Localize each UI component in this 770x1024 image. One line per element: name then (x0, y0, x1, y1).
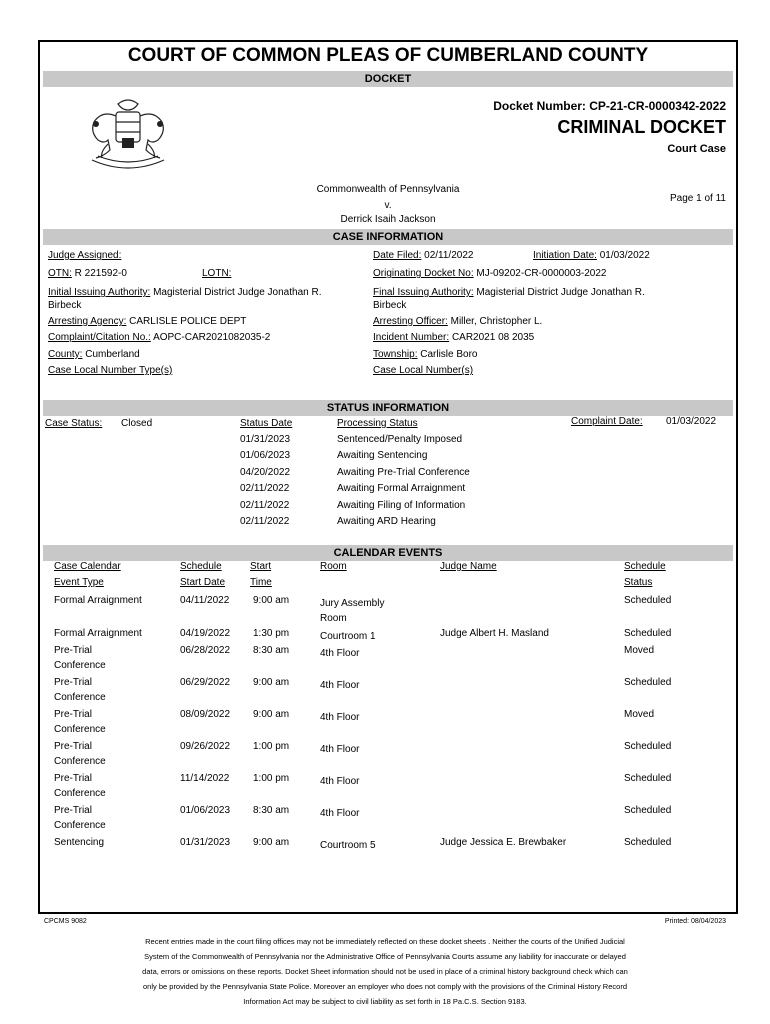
calendar-cell-room2: Room (320, 613, 347, 624)
printed-date: Printed: 08/04/2023 (664, 918, 726, 925)
incident-number: Incident Number: CAR2021 08 2035 (373, 332, 535, 343)
calendar-cell-date: 06/28/2022 (180, 645, 231, 656)
calendar-cell-time: 8:30 am (253, 645, 290, 656)
calendar-cell-status: Scheduled (624, 628, 672, 639)
schedule-status-header-1: Schedule (624, 561, 666, 572)
start-time-header-2: Time (250, 577, 272, 588)
final-issuing-authority-cont: Birbeck (373, 300, 407, 311)
calendar-cell-type2: Conference (54, 756, 106, 767)
case-information-bar: CASE INFORMATION (43, 229, 733, 245)
calendar-cell-status: Scheduled (624, 595, 672, 606)
disclaimer-line: Recent entries made in the court filing offices may not be immediately reflected on these docket sheets . Neither the courts of the Unified Judicial (145, 937, 625, 946)
calendar-cell-type1: Pre-Trial (54, 645, 92, 656)
calendar-cell-time: 8:30 am (253, 805, 290, 816)
calendar-cell-type2: Conference (54, 788, 106, 799)
disclaimer-line: only be provided by the Pennsylvania State Police. Moreover an employer who does not comply with the provisions of the Criminal History Record (143, 982, 627, 991)
calendar-cell-room1: 4th Floor (320, 712, 360, 723)
processing-status-header: Processing Status (337, 418, 418, 429)
caption-defendant: Derrick Isaih Jackson (340, 214, 436, 225)
date-filed: Date Filed: 02/11/2022 (373, 250, 474, 261)
initial-issuing-authority: Initial Issuing Authority: Magisterial District Judge Jonathan R. (48, 287, 322, 298)
lotn-label: LOTN: (202, 268, 232, 279)
calendar-cell-type1: Pre-Trial (54, 773, 92, 784)
complaint-date-value: 01/03/2022 (666, 416, 717, 427)
calendar-cell-time: 9:00 am (253, 837, 290, 848)
calendar-cell-type2: Conference (54, 692, 106, 703)
initial-issuing-authority-cont: Birbeck (48, 300, 82, 311)
calendar-cell-date: 08/09/2022 (180, 709, 231, 720)
calendar-cell-status: Scheduled (624, 805, 672, 816)
status-information-bar: STATUS INFORMATION (43, 400, 733, 416)
case-status-label: Case Status: (45, 418, 103, 429)
caption-plaintiff: Commonwealth of Pennsylvania (316, 184, 460, 195)
calendar-cell-date: 06/29/2022 (180, 677, 231, 688)
docket-bar: DOCKET (43, 71, 733, 87)
start-date-header-2: Start Date (180, 577, 226, 588)
arresting-agency: Arresting Agency: CARLISLE POLICE DEPT (48, 316, 247, 327)
calendar-cell-room1: 4th Floor (320, 744, 360, 755)
case-local-number-type: Case Local Number Type(s) (48, 365, 173, 376)
calendar-cell-time: 1:00 pm (253, 741, 290, 752)
pennsylvania-seal-icon (78, 94, 178, 174)
status-date-header: Status Date (240, 418, 293, 429)
complaint-citation: Complaint/Citation No.: AOPC-CAR2021082035-2 (48, 332, 271, 343)
calendar-cell-status: Scheduled (624, 773, 672, 784)
docket-type: CRIMINAL DOCKET (557, 117, 726, 137)
schedule-status-header-2: Status (624, 577, 653, 588)
county: County: Cumberland (48, 349, 140, 360)
calendar-events-bar: CALENDAR EVENTS (43, 545, 733, 561)
calendar-cell-type2: Conference (54, 820, 106, 831)
calendar-cell-type1: Pre-Trial (54, 677, 92, 688)
calendar-cell-status: Moved (624, 709, 655, 720)
disclaimer-line: Information Act may be subject to civil liability as set forth in 18 Pa.C.S. Section 9183. (243, 997, 527, 1006)
disclaimer-line: data, errors or omissions on these reports. Docket Sheet information should not be used in place of a criminal history background check which can (142, 967, 628, 976)
disclaimer-line: System of the Commonwealth of Pennsylvania nor the Administrative Office of Pennsylvania Courts assume any liability for inaccurate or delayed (144, 952, 626, 961)
calendar-cell-time: 9:00 am (253, 595, 290, 606)
calendar-cell-type1: Formal Arraignment (54, 595, 142, 606)
calendar-cell-status: Scheduled (624, 837, 672, 848)
court-title: COURT OF COMMON PLEAS OF CUMBERLAND COUNTY (127, 45, 649, 66)
caption-versus: v. (384, 200, 392, 211)
otn: OTN: R 221592-0 (48, 268, 127, 279)
calendar-cell-date: 01/31/2023 (180, 837, 231, 848)
calendar-cell-time: 9:00 am (253, 677, 290, 688)
calendar-cell-time: 1:30 pm (253, 628, 290, 639)
calendar-cell-date: 11/14/2022 (180, 773, 230, 784)
calendar-cell-judge: Judge Albert H. Masland (440, 628, 549, 639)
calendar-cell-date: 04/11/2022 (180, 595, 230, 606)
calendar-cell-time: 1:00 pm (253, 773, 290, 784)
final-issuing-authority: Final Issuing Authority: Magisterial District Judge Jonathan R. (373, 287, 645, 298)
township: Township: Carlisle Boro (373, 349, 478, 360)
judge-assigned-label: Judge Assigned: (48, 250, 122, 261)
start-date-header-1: Schedule (180, 561, 222, 572)
calendar-cell-room1: 4th Floor (320, 776, 360, 787)
calendar-cell-room1: 4th Floor (320, 680, 360, 691)
originating-docket: Originating Docket No: MJ-09202-CR-0000003-2022 (373, 268, 607, 279)
case-status-value: Closed (121, 418, 153, 429)
arresting-officer: Arresting Officer: Miller, Christopher L. (373, 316, 543, 327)
start-time-header-1: Start (250, 561, 272, 572)
disclaimer (40, 934, 730, 1009)
calendar-cell-type1: Pre-Trial (54, 805, 92, 816)
room-header: Room (320, 561, 347, 572)
case-type: Court Case (667, 143, 726, 155)
judge-name-header: Judge Name (440, 561, 497, 572)
initiation-date: Initiation Date: 01/03/2022 (533, 250, 650, 261)
form-id: CPCMS 9082 (44, 918, 87, 925)
calendar-cell-room1: Courtroom 5 (320, 840, 376, 851)
calendar-cell-type1: Pre-Trial (54, 741, 92, 752)
docket-number: Docket Number: CP-21-CR-0000342-2022 (493, 99, 726, 113)
calendar-cell-status: Moved (624, 645, 655, 656)
calendar-cell-type2: Conference (54, 660, 106, 671)
event-type-header-2: Event Type (54, 577, 104, 588)
calendar-cell-time: 9:00 am (253, 709, 290, 720)
calendar-cell-room1: 4th Floor (320, 648, 360, 659)
calendar-cell-date: 04/19/2022 (180, 628, 231, 639)
calendar-cell-room1: 4th Floor (320, 808, 360, 819)
calendar-cell-type1: Sentencing (54, 837, 105, 848)
calendar-cell-date: 09/26/2022 (180, 741, 231, 752)
case-local-number: Case Local Number(s) (373, 365, 474, 376)
calendar-cell-type1: Pre-Trial (54, 709, 92, 720)
calendar-cell-room1: Jury Assembly (320, 598, 385, 609)
event-type-header-1: Case Calendar (54, 561, 121, 572)
page-number: Page 1 of 11 (670, 193, 726, 204)
calendar-cell-date: 01/06/2023 (180, 805, 231, 816)
calendar-cell-type2: Conference (54, 724, 106, 735)
docket-page: COURT OF COMMON PLEAS OF CUMBERLAND COUNTY DOCKET Docket Number: CP-21-CR-0000342-2022 CRIMINAL DOCKET Court Case Commonwealth of Pennsylvania v. Derrick Isaih Jackson Page 1 of 11 CASE INFORMATION Judge Assigned: Date Filed: 02/11/2022 Initiation Date: 01/03/2022 OTN: R 221592-0 LOTN: Originating Docket No: MJ-09202-CR-0000003-2022 Initial Issuing Authority: Magisterial District Judge Jonathan R. Birbeck Final Issuing Authority: Magisterial District Judge Jonathan R. Birbeck Arresting Agency: CARLISLE POLICE DEPT Arresting Officer: Miller, Christopher L. Complaint/Citation No.: AOPC-CAR2021082035-2 Incident Number: CAR2021 08 2035 County: Cumberland Township: Carlisle Boro Case Local Number Type(s) Case Local Number(s) STATUS INFORMATION Case Status: Closed Status Date Processing Status Complaint Date: 01/03/2022 01/31/2023 Sentenced/Penalty Imposed 01/06/2023 Awaiting Sentencing 04/20/2022 Awaiting Pre-Trial Conference 02/11/2022 Awaiting Formal Arraignment 02/11/2022 Awaiting Filing of Information 02/11/2022 Awaiting ARD Hearing CALENDAR EVENTS Case Calendar Event Type Schedule Start Date Start Time Room Judge Name Schedule Status Formal Arraignment 04/11/2022 9:00 am Jury Assembly Room Scheduled Formal Arraignment 04/19/2022 1:30 pm Courtroom 1 Judge Albert H. Masland Scheduled Pre-Trial Conference 06/28/2022 8:30 am 4th Floor Moved Pre-Trial Conference 06/29/2022 9:00 am 4th Floor Scheduled Pre-Trial Conference 08/09/2022 9:00 am 4th Floor Moved Pre-Trial Conference 09/26/2022 1:00 pm 4th Floor Scheduled Pre-Trial Conference 11/14/2022 1:00 pm 4th Floor Scheduled Pre-Trial Conference 01/06/2023 8:30 am 4th Floor Scheduled Sentencing 01/31/2023 9:00 am Courtroom 5 Judge Jessica E. Brewbaker Scheduled (38, 40, 738, 914)
calendar-cell-status: Scheduled (624, 677, 672, 688)
complaint-date-label: Complaint Date: (571, 416, 643, 427)
calendar-cell-status: Scheduled (624, 741, 672, 752)
calendar-cell-type1: Formal Arraignment (54, 628, 142, 639)
calendar-cell-room1: Courtroom 1 (320, 631, 376, 642)
calendar-cell-judge: Judge Jessica E. Brewbaker (440, 837, 567, 848)
